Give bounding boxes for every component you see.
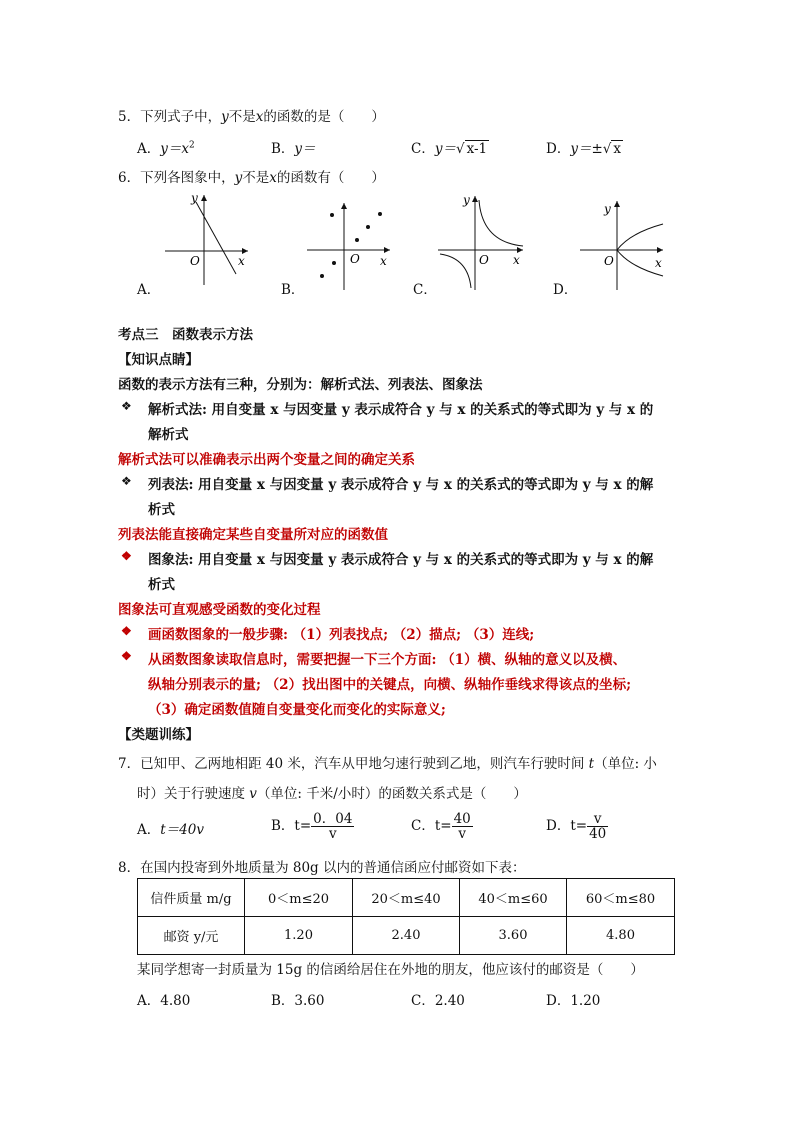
red-note-1: 解析式法可以准确表示出两个变量之间的确定关系 — [118, 452, 415, 468]
graph-b-origin: O — [350, 252, 360, 266]
q8-option-a: A．4.80 — [137, 993, 191, 1009]
bullet-4: 画函数图象的一般步骤: （1）列表找点; （2）描点; （3）连线; — [148, 627, 535, 643]
graph-b-label: B． — [281, 282, 305, 298]
table-cell: 20＜m≤40 — [353, 879, 460, 917]
graph-b-point — [355, 238, 359, 242]
graph-c — [435, 190, 530, 290]
bullet-icon: ❖ — [121, 624, 132, 638]
graph-c-curve-branch — [440, 254, 471, 288]
graph-d-label: D． — [553, 282, 578, 298]
bullet-icon: ❖ — [121, 399, 132, 413]
table-cell: 信件质量 m/g — [138, 879, 245, 917]
section-title: 考点三 函数表示方法 — [118, 327, 253, 343]
graph-b-x-label: x — [380, 254, 387, 268]
graph-b-point — [366, 225, 370, 229]
q8-option-d: D．1.20 — [546, 993, 601, 1009]
bullet-icon: ❖ — [121, 649, 132, 663]
q7-line2: 时）关于行驶速度 v（单位: 千米/小时）的函数关系式是（ ） — [137, 786, 527, 802]
bullet-5-line3: （3）确定函数值随自变量变化而变化的实际意义; — [148, 702, 446, 718]
red-note-2: 列表法能直接确定某些自变量所对应的函数值 — [118, 527, 388, 543]
graph-a-origin: O — [190, 254, 200, 268]
table-cell: 40＜m≤60 — [460, 879, 567, 917]
q7-option-b: B．t= $\frac{0.04}{v}$ — [271, 811, 353, 842]
graph-d — [575, 195, 670, 290]
table-cell: 2.40 — [353, 917, 460, 955]
graph-a — [160, 190, 255, 285]
q8-followup: 某同学想寄一封质量为 15g 的信函给居住在外地的朋友，他应该付的邮资是（ ） — [137, 962, 644, 978]
table-cell: 4.80 — [567, 917, 675, 955]
graph-b-point — [320, 274, 324, 278]
intro-line: 函数的表示方法有三种，分别为：解析式法、列表法、图象法 — [118, 377, 483, 393]
bullet-2-line2: 析式 — [148, 502, 175, 518]
graph-a-y-label: y — [191, 191, 198, 205]
bullet-3-line2: 析式 — [148, 577, 175, 593]
bullet-1-line2: 解析式 — [148, 427, 189, 443]
table-cell: 3.60 — [460, 917, 567, 955]
graph-c-x-label: x — [513, 253, 520, 267]
graph-d-y-label: y — [604, 202, 611, 216]
practice-heading: 【类题训练】 — [118, 727, 199, 743]
graph-c-origin: O — [479, 253, 489, 267]
graph-a-label: A． — [137, 282, 161, 298]
table-cell: 0＜m≤20 — [245, 879, 353, 917]
q5-option-c: C．y＝√ x-1 — [411, 141, 488, 157]
postage-table — [137, 878, 675, 955]
q7-option-d: D．t= $\frac{v}{40}$ — [546, 811, 607, 842]
knowledge-heading: 【知识点睛】 — [118, 352, 199, 368]
graph-c-label: C． — [413, 282, 437, 298]
bullet-3-line1: 图象法: 用自变量 x 与因变量 y 表示成符合 y 与 x 的关系式的等式即为 y 与 x 的解 — [148, 552, 654, 568]
graph-d-x-label: x — [655, 256, 662, 270]
q8-option-b: B．3.60 — [271, 993, 325, 1009]
bullet-icon: ❖ — [121, 474, 132, 488]
q7-option-a: A．t＝40v — [137, 822, 204, 838]
q7-option-c: C．t= $\frac{40}{v}$ — [411, 811, 471, 842]
graph-b — [302, 195, 397, 290]
q6-stem: 6．下列各图象中，y不是x的函数有（ ） — [118, 170, 385, 186]
graph-b-point — [332, 261, 336, 265]
bullet-5-line2: 纵轴分别表示的量; （2）找出图中的关键点，向横、纵轴作垂线求得该点的坐标; — [148, 677, 632, 693]
table-row — [138, 917, 675, 955]
q5-option-a: A．$y=x^2$ — [137, 140, 195, 157]
graph-c-y-label: y — [463, 193, 470, 207]
table-cell: 邮资 y/元 — [138, 917, 245, 955]
graph-c-curve-branch — [479, 200, 523, 246]
red-note-3: 图象法可直观感受函数的变化过程 — [118, 602, 321, 618]
graph-a-line — [196, 202, 236, 274]
bullet-icon: ❖ — [121, 549, 132, 563]
bullet-2-line1: 列表法: 用自变量 x 与因变量 y 表示成符合 y 与 x 的关系式的等式即为 y 与 x 的解 — [148, 477, 654, 493]
table-cell: 60＜m≤80 — [567, 879, 675, 917]
graph-d-origin: O — [604, 254, 614, 268]
q7-line1: 7．已知甲、乙两地相距 40 米，汽车从甲地匀速行驶到乙地，则汽车行驶时间 t（单位: 小 — [118, 756, 657, 772]
bullet-1-line1: 解析式法: 用自变量 x 与因变量 y 表示成符合 y 与 x 的关系式的等式即为 y 与 x 的 — [148, 402, 654, 418]
q5-option-b: B．y＝ — [271, 141, 316, 157]
q8-option-c: C．2.40 — [411, 993, 465, 1009]
q5-option-d: D．y＝±√ x — [546, 141, 622, 157]
table-row — [138, 879, 675, 917]
q8-stem: 8．在国内投寄到外地质量为 80g 以内的普通信函应付邮资如下表： — [118, 860, 526, 876]
q5-stem: 5．下列式子中，y不是x的函数的是（ ） — [118, 109, 385, 125]
bullet-5-line1: 从函数图象读取信息时，需要把握一下三个方面: （1）横、纵轴的意义以及横、 — [148, 652, 627, 668]
graph-b-point — [330, 213, 334, 217]
graph-a-x-label: x — [238, 254, 245, 268]
graph-b-point — [378, 212, 382, 216]
table-cell: 1.20 — [245, 917, 353, 955]
